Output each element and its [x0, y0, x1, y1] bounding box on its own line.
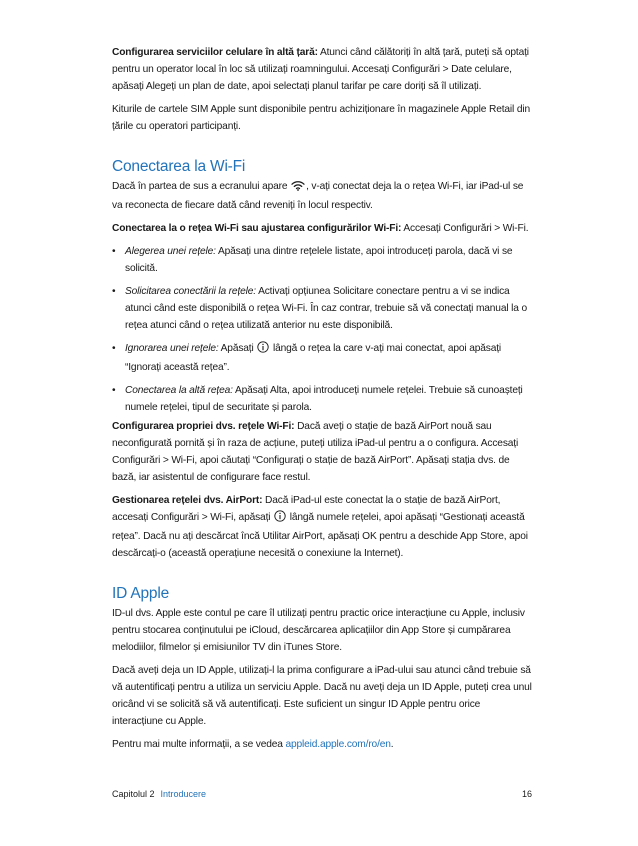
own-network-text: Dacă aveți o stație de bază AirPort nouă sau neconfigurată pornită și în raza de acțiune, puteți utiliza iPad-ul pentru a o configura. Accesați Configurări > Wi-Fi, apoi căutați “Configurați o stație de bază AirPort”. Apăsați stația dvs. de bază, iar asistentul de configurare face restul.: [112, 421, 519, 483]
page-content: [112, 44, 532, 753]
roaming-paragraph: [112, 44, 532, 95]
bullet-text: Apăsați una dintre rețelele listate, apoi introduceți parola, dacă vi se solicită.: [125, 246, 513, 274]
apple-id-paragraph-1: ID-ul dvs. Apple este contul pe care îl utilizați pentru practic orice interacțiune cu Apple, inclusiv pentru stocarea conținutului pe iCloud, descărcarea aplicațiilor din App Store și cumpărarea melodiilor, filmelor și emisiunilor TV din iTunes Store.: [112, 608, 525, 653]
wifi-adjust-paragraph: [112, 220, 532, 237]
appleid-link[interactable]: appleid.apple.com/ro/en: [285, 739, 391, 750]
list-item: [112, 340, 532, 376]
wifi-options-list: [112, 243, 532, 416]
bullet-text: Apăsați Alta, apoi introduceți numele rețelei. Trebuie să cunoașteți numele rețelei, tipul de securitate și parola.: [125, 385, 523, 413]
bullet-text-before: Apăsați: [218, 343, 257, 354]
info-icon: [257, 341, 269, 359]
apple-id-paragraph-2: Dacă aveți deja un ID Apple, utilizați-l la prima configurare a iPad-ului sau atunci când trebuie să vă autentificați pentru a utiliza un serviciu Apple. Dacă nu aveți deja un ID Apple, puteți crea unul oricând vi se solicită să vă autentificați. Este suficient un singur ID Apple pentru orice interacțiune cu Apple.: [112, 665, 532, 727]
bullet-label: Solicitarea conectării la rețele:: [125, 286, 256, 297]
bullet-text-after: lângă o rețea la care v-ați mai conectat, apoi apăsați “Ignorați această rețea”.: [125, 343, 502, 373]
roaming-label: Configurarea serviciilor celulare în altă țară:: [112, 47, 318, 58]
wifi-intro: [112, 178, 532, 214]
wifi-adjust-label: Conectarea la o rețea Wi-Fi sau ajustarea configurărilor Wi-Fi:: [112, 223, 402, 234]
list-item: [112, 243, 532, 277]
manage-airport-label: Gestionarea rețelei dvs. AirPort:: [112, 495, 263, 506]
bullet-label: Ignorarea unei rețele:: [125, 343, 219, 354]
page-number: 16: [521, 789, 532, 799]
wifi-heading: Conectarea la Wi-Fi: [112, 158, 246, 175]
manage-airport-before: Dacă iPad-ul este conectat la o stație de bază AirPort, accesați Configurări > Wi-Fi, apăsați: [112, 495, 501, 523]
list-item: [112, 283, 532, 334]
own-network-paragraph: [112, 418, 532, 486]
manage-airport-after: lângă numele rețelei, apoi apăsați “Gestionați această rețea”. Dacă nu ați descărcat încă Utilitar AirPort, apăsați OK pentru a deschide App Store, apoi descărcați-o (această operațiune necesită o conexiune la Internet).: [112, 512, 528, 559]
sim-kits-paragraph: Kiturile de cartele SIM Apple sunt disponibile pentru achiziționare în magazinele Apple Retail din țările cu operatori participanți.: [112, 104, 530, 132]
list-item: [112, 382, 532, 416]
roaming-text: Atunci când călătoriți în altă țară, puteți să optați pentru un operator local în loc să utilizați roamningului. Accesați Configurări > Date celulare, apăsați Alegeți un plan de date, apoi selectați planul tarifar pe care doriți să îl utilizați.: [112, 47, 529, 92]
own-network-label: Configurarea propriei dvs. rețele Wi-Fi:: [112, 421, 295, 432]
wifi-adjust-text: Accesați Configurări > Wi-Fi.: [401, 223, 529, 234]
more-info-before: Pentru mai multe informații, a se vedea: [112, 739, 286, 750]
wifi-icon: [291, 180, 305, 197]
bullet-text: Activați opțiunea Solicitare conectare pentru a vi se indica atunci când este disponibilă o rețea Wi-Fi. În caz contrar, trebuie să vă conectați manual la o rețea atunci când o rețea utilizată anterior nu este disponibilă.: [125, 286, 527, 331]
more-info-paragraph: [112, 736, 532, 753]
wifi-intro-after: , v-ați conectat deja la o rețea Wi-Fi, iar iPad-ul se va reconecta de fiecare dată când reveniți în locul respectiv.: [112, 181, 524, 211]
more-info-after: .: [390, 739, 394, 750]
info-icon: [274, 510, 286, 528]
apple-id-heading: ID Apple: [112, 585, 169, 602]
footer-chapter: Capitolul 2: [112, 789, 155, 799]
bullet-label: Conectarea la altă rețea:: [125, 385, 233, 396]
page-footer: [112, 788, 532, 800]
manage-airport-paragraph: [112, 492, 532, 562]
wifi-intro-before: Dacă în partea de sus a ecranului apare: [112, 181, 291, 192]
bullet-label: Alegerea unei rețele:: [125, 246, 216, 257]
footer-chapter-link[interactable]: Introducere: [160, 789, 207, 799]
